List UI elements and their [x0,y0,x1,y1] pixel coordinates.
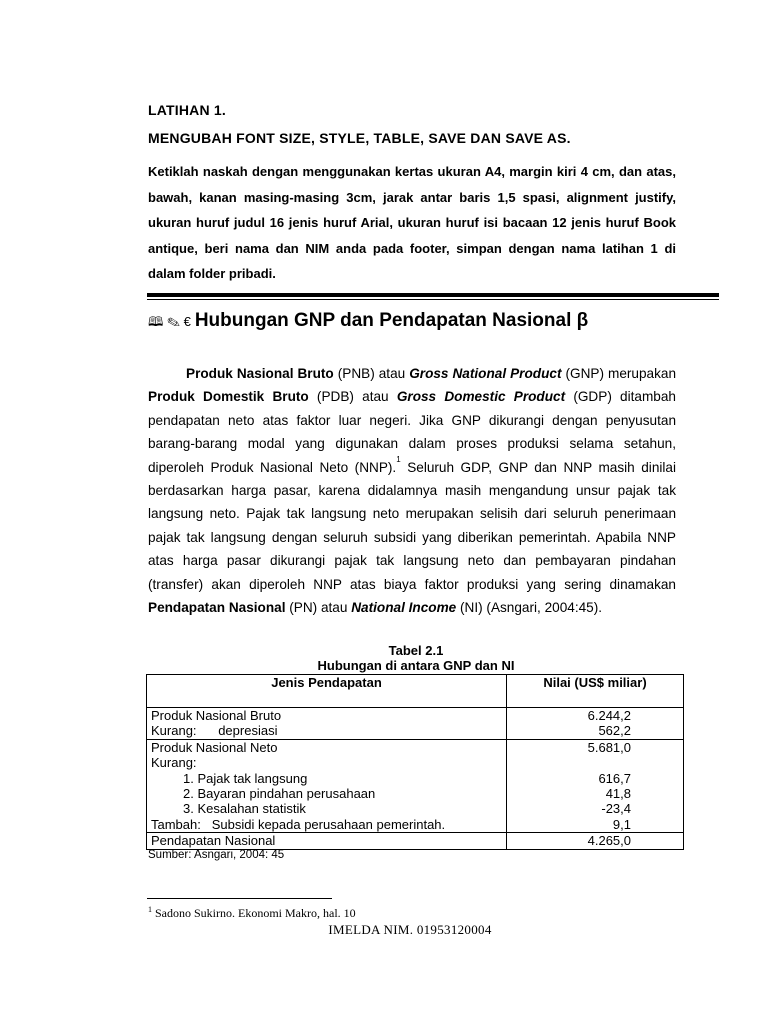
table-row [147,708,684,740]
row-value: 5.681,0 [587,739,631,755]
row-label-cell [147,833,507,849]
row-value: 6.244,2 [587,708,631,723]
section-heading [148,310,588,335]
row-label: 2. Bayaran pindahan perusahaan [183,786,376,802]
row-value-cell [507,739,684,832]
table-caption-number: Tabel 2.1 [388,643,444,658]
row-value: 9,1 [612,816,631,832]
row-value-cell [507,833,684,849]
footnote-number: 1 [148,905,152,914]
exercise-title: MENGUBAH FONT SIZE, STYLE, TABLE, SAVE DAN SAVE AS. [148,130,571,146]
body-text: Seluruh GDP, GNP dan NNP masih dinilai berdasarkan harga pasar, karena didalamnya masih mengandung unsur pajak tak langsung neto. Pajak tak langsung neto merupakan selisih dari seluruh penerimaan pajak tak langsung dengan seluruh subsidi yang diberikan pemerintah. Apabila NNP atas harga pasar dikurangi pajak tak langsung neto dan pembayaran pindahan (transfer) akan diperoleh NNP atas biaya faktor produksi yang sering dinamakan [148,459,676,592]
col-header-jenis: Jenis Pendapatan [147,675,507,708]
row-label: Tambah: Subsidi kepada perusahaan pemerintah. [151,816,446,832]
table-row [147,739,684,832]
footnote-separator [147,898,332,899]
row-value: 562,2 [598,723,631,739]
book-pencil-euro-icon: 🕮 ✎ € [148,314,191,329]
body-paragraph [148,362,676,619]
row-label: Kurang: [151,755,197,771]
row-label: 3. Kesalahan statistik [183,801,306,817]
instructions-text: Ketiklah naskah dengan menggunakan kertas ukuran A4, margin kiri 4 cm, dan atas, bawah, kanan masing-masing 3cm, jarak antar baris 1,5 spasi, alignment justify, ukuran huruf judul 16 jenis huruf Arial, ukuran huruf isi bacaan 12 jenis huruf Book antique, beri nama dan NIM anda pada footer, simpan dengan nama latihan 1 di dalam folder pribadi. [148,164,676,281]
row-label: Produk Nasional Neto [151,739,278,755]
body-text: (GDP) ditambah pendapatan neto atas faktor luar negeri. Jika GNP dikurangi dengan penyusutan barang-barang modal yang digunakan dalam proses produksi selama setahun, diperoleh Produk Nasional Neto (NNP). [148,389,676,475]
term-pn: Pendapatan Nasional [148,600,286,616]
section-divider-thick [147,293,719,297]
body-text: (GNP) merupakan [561,366,677,381]
section-title-suffix: β [576,310,589,331]
term-ni: National Income [351,600,457,616]
footnote-text: Sadono Sukirno. Ekonomi Makro, hal. 10 [152,906,356,920]
row-label-cell [147,708,507,740]
section-divider-thin [147,299,719,300]
exercise-instructions [148,159,676,287]
page-footer: IMELDA NIM. 01953120004 [328,922,492,937]
table-caption-title: Hubungan di antara GNP dan NI [317,658,515,673]
term-gdp: Gross Domestic Product [396,389,566,405]
row-label-cell [147,739,507,832]
row-value: 41,8 [605,786,631,802]
row-value-cell [507,708,684,740]
footnote [148,906,356,921]
section-title: Hubungan GNP dan Pendapatan Nasional [194,310,572,331]
row-label: 1. Pajak tak langsung [183,770,308,786]
row-label: Pendapatan Nasional [151,833,276,849]
footnote-ref: 1 [396,454,401,464]
body-text: (NI) (Asngari, 2004:45). [456,600,603,616]
row-value: -23,4 [601,801,631,817]
row-label: Produk Nasional Bruto [151,708,282,723]
table-row [147,833,684,849]
body-text: (PNB) atau [333,366,410,381]
row-value: 4.265,0 [587,833,631,849]
term-pdb: Produk Domestik Bruto [148,389,309,405]
exercise-number: LATIHAN 1. [148,102,226,118]
col-header-nilai: Nilai (US$ miliar) [507,675,684,708]
term-gnp: Gross National Product [409,366,562,381]
gnp-ni-table [146,674,684,850]
table-source: Sumber: Asngari, 2004: 45 [148,849,285,861]
row-label: Kurang: depresiasi [151,723,278,739]
table-header-row [147,675,684,708]
term-pnb: Produk Nasional Bruto [186,366,334,381]
row-value: 616,7 [598,770,631,786]
body-text: (PN) atau [285,600,352,616]
body-text: (PDB) atau [308,389,397,405]
